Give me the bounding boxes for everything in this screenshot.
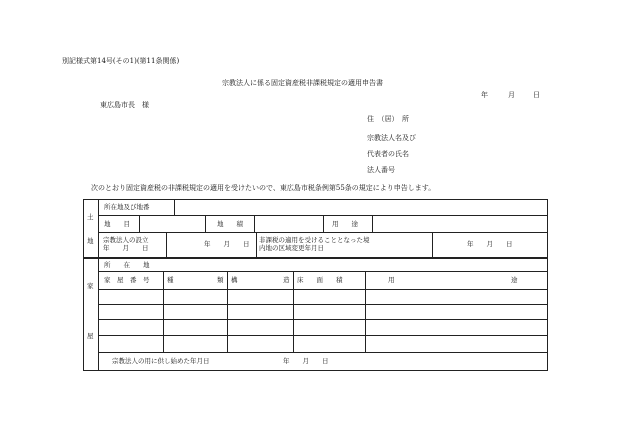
form-title: 宗教法人に係る固定資産税非課税規定の適用申告書 [222, 79, 383, 87]
date-day: 日 [533, 91, 540, 99]
house-row-divider [98, 335, 548, 336]
house-use-label: 途 [511, 276, 518, 284]
form-number: 別記様式第14号(その1)(第11条関係) [62, 57, 180, 65]
land-col-divider [323, 215, 324, 232]
land-est-date-label-1: 宗教法人の設立 [103, 236, 149, 244]
land-use-label: 用 途 [332, 220, 358, 228]
house-table [83, 258, 548, 371]
land-est-date-value[interactable]: 年 月 日 [204, 240, 250, 248]
house-kind-label: 類 [217, 276, 224, 284]
house-row-divider [98, 304, 548, 305]
land-col-divider [432, 232, 433, 258]
house-label-divider [98, 258, 99, 371]
land-col-divider [372, 215, 373, 232]
house-start-date-label: 宗教法人の用に供し始めた年月日 [112, 357, 210, 365]
house-section-label: 屋 [87, 332, 94, 340]
land-col-divider [256, 232, 257, 258]
house-start-date-value[interactable]: 年 月 日 [283, 357, 329, 365]
land-section-label: 土 [87, 213, 94, 221]
address-label: 住 （居） 所 [367, 115, 409, 123]
land-area-label: 地 積 [217, 220, 243, 228]
house-number-label: 家 屋 番 号 [104, 276, 150, 284]
corp-number-label: 法人番号 [367, 166, 395, 174]
name-label-line1: 宗教法人名及び [367, 134, 416, 142]
land-chimoku-label: 地 目 [104, 220, 130, 228]
house-use-label: 用 [388, 276, 395, 284]
house-location-label: 所 在 地 [104, 261, 150, 269]
land-change-label-1: 非課税の適用を受けることとなった境 [259, 236, 370, 244]
house-col-divider [163, 271, 164, 352]
house-col-divider [293, 271, 294, 352]
land-label-divider [98, 199, 99, 258]
name-label-line2: 代表者の氏名 [367, 150, 409, 158]
land-col-divider [166, 232, 167, 258]
date-month: 月 [508, 91, 515, 99]
house-section-label: 家 [87, 282, 94, 290]
house-row-divider [98, 319, 548, 320]
house-row-divider [98, 271, 548, 272]
house-kind-label: 種 [167, 276, 174, 284]
addressee: 東広島市長 様 [100, 101, 149, 109]
land-col-divider [254, 215, 255, 232]
land-col-divider [139, 215, 140, 232]
house-row-divider [98, 352, 548, 353]
house-row-divider [98, 289, 548, 290]
intro-text: 次のとおり固定資産税の非課税規定の適用を受けたいので、東広島市税条例第55条の規定により申告します。 [91, 184, 436, 192]
land-section-label: 地 [87, 237, 94, 245]
house-structure-label: 構 [231, 276, 238, 284]
house-col-divider [227, 271, 228, 352]
land-change-label-2: 内地の区域変更年月日 [259, 244, 324, 252]
date-year: 年 [481, 91, 488, 99]
house-structure-label: 造 [283, 276, 290, 284]
land-col-divider [174, 199, 175, 215]
house-floor-label: 床 面 積 [297, 276, 343, 284]
house-col-divider [365, 271, 366, 352]
land-change-date-value[interactable]: 年 月 日 [467, 240, 513, 248]
land-est-date-label-2: 年 月 日 [103, 244, 149, 252]
land-col-divider [205, 215, 206, 232]
land-location-label: 所在地及び地番 [104, 203, 150, 211]
